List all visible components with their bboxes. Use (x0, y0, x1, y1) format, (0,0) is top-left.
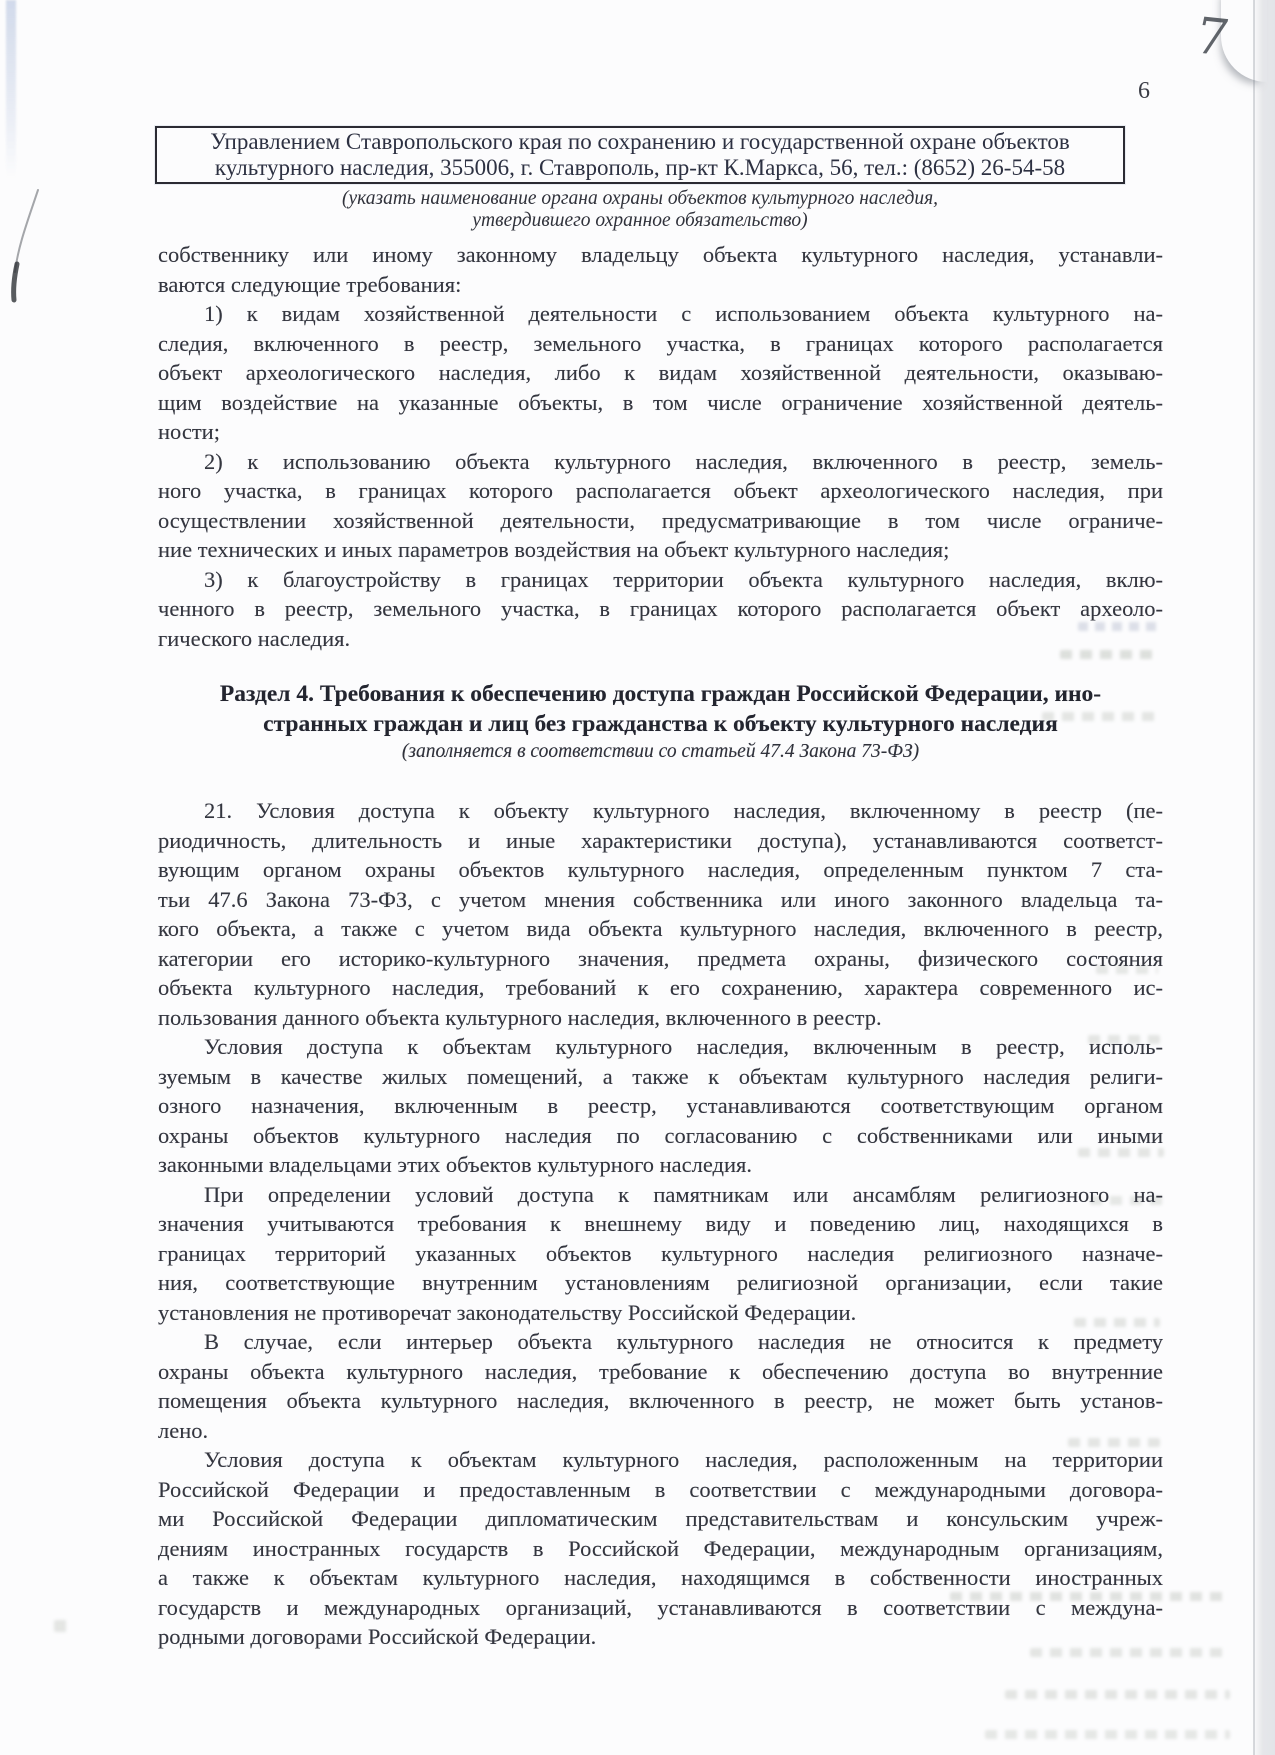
scan-streak (6, 0, 16, 178)
text-line: значения учитываются требования к внешнему виду и поведению лиц, находящихся в (158, 1211, 1163, 1236)
text-line: лено. (158, 1417, 209, 1443)
text-line: границах территорий указанных объектов культурного наследия религиозного назначе- (158, 1240, 1163, 1266)
header-caption-line: (указать наименование органа охраны объектов культурного наследия, (341, 188, 939, 209)
text-line: ми Российской Федерации дипломатическим представительствам и консульским учреж- (158, 1506, 1163, 1531)
body-text (158, 240, 1163, 1652)
section-4-heading (158, 679, 1163, 765)
text-line: помещения объекта культурного наследия, включенного в реестр, не может быть установ- (158, 1388, 1163, 1413)
text-line: а также к объектам культурного наследия, находящимся в собственности иностранных (158, 1565, 1163, 1590)
text-line: осуществлении хозяйственной деятельности, предусматривающие в том числе ограниче- (158, 507, 1163, 533)
paragraph (158, 1180, 1163, 1328)
text-line: Российской Федерации и предоставленным в соответствии с международными договора- (158, 1476, 1163, 1502)
text-line: установления не противоречат законодательству Российской Федерации. (158, 1299, 857, 1325)
text-line: риодичность, длительность и иные характеристики доступа), устанавливаются соответст- (158, 827, 1163, 853)
text-line: ченного в реестр, земельного участка, в границах которого располагается объект археоло- (158, 596, 1163, 621)
paragraph (158, 796, 1163, 1032)
text-line: охраны объекта культурного наследия, требование к обеспечению доступа во внутренние (158, 1358, 1163, 1384)
text-line: тьи 47.6 Закона 73-ФЗ, с учетом мнения собственника или иного законного владельца та- (158, 886, 1163, 912)
paragraph (158, 565, 1163, 654)
text-line: При определении условий доступа к памятникам или ансамблям религиозного на- (204, 1181, 1163, 1207)
scanner-edge-shadow (1253, 0, 1275, 1755)
text-line: ваются следующие требования: (158, 271, 462, 297)
text-line: объект археологического наследия, либо к видам хозяйственной деятельности, оказываю- (158, 360, 1163, 385)
text-line: охраны объектов культурного наследия по согласованию с собственниками или иными (158, 1122, 1163, 1148)
bleedthrough-artifact (54, 1620, 68, 1632)
paragraph (158, 1445, 1163, 1652)
text-line: щим воздействие на указанные объекты, в том числе ограничение хозяйственной деятель- (158, 389, 1163, 415)
text-line: законными владельцами этих объектов культурного наследия. (158, 1152, 753, 1177)
text-line: 2) к использованию объекта культурного наследия, включенного в реестр, земель- (204, 448, 1163, 474)
text-line: категории его историко-культурного значения, предмета охраны, физического состояния (158, 945, 1163, 971)
text-line: ного участка, в границах которого располагается объект археологического наследия, при (158, 478, 1163, 503)
paragraph (158, 447, 1163, 565)
handwritten-page-mark: 7 (1190, 6, 1234, 68)
text-line: вующим органом охраны объектов культурного наследия, определенным пунктом 7 ста- (158, 857, 1163, 882)
header-caption-line: утвердившего охранное обязательство) (472, 210, 808, 231)
text-line: государств и международных организаций, устанавливаются в соответствии с междуна- (158, 1594, 1163, 1620)
authority-header-box (155, 126, 1125, 184)
scanner-edge-line (1253, 0, 1255, 1755)
bleedthrough-artifact (985, 1730, 1230, 1739)
text-line: следия, включенного в реестр, земельного участка, в границах которого располагается (158, 330, 1163, 356)
text-line: 21. Условия доступа к объекту культурного наследия, включенному в реестр (пе- (204, 798, 1163, 823)
header-caption (155, 188, 1125, 232)
pen-stroke-artifact (4, 186, 52, 316)
section-4-title-line: странных граждан и лиц без гражданства к объекту культурного наследия (263, 711, 1058, 737)
text-line: Условия доступа к объектам культурного наследия, включенным в реестр, исполь- (204, 1034, 1163, 1059)
authority-address-line: культурного наследия, 355006, г. Ставрополь, пр-кт К.Маркса, 56, тел.: (8652) 26-54-58 (214, 155, 1066, 180)
text-line: озного назначения, включенным в реестр, устанавливаются соответствующим органом (158, 1093, 1163, 1118)
text-line: родными договорами Российской Федерации. (158, 1624, 597, 1649)
paragraph (158, 240, 1163, 299)
requirements-paragraphs (158, 240, 1163, 653)
text-line: пользования данного объекта культурного наследия, включенного в реестр. (158, 1004, 882, 1030)
paragraph (158, 299, 1163, 447)
text-line: 3) к благоустройству в границах территории объекта культурного наследия, вклю- (204, 566, 1163, 592)
text-line: кого объекта, а также с учетом вида объекта культурного наследия, включенного в реестр, (158, 916, 1163, 941)
text-line: В случае, если интерьер объекта культурного наследия не относится к предмету (204, 1329, 1163, 1354)
text-line: ности; (158, 419, 220, 444)
text-line: ния, соответствующие внутренним установлениям религиозной организации, если такие (158, 1270, 1163, 1295)
text-line: ние технических и иных параметров воздействия на объект культурного наследия; (158, 537, 950, 562)
text-line: Условия доступа к объектам культурного наследия, расположенным на территории (204, 1447, 1163, 1472)
paragraph (158, 1032, 1163, 1180)
text-line: 1) к видам хозяйственной деятельности с использованием объекта культурного на- (204, 301, 1163, 326)
text-line: гического наследия. (158, 625, 351, 651)
bleedthrough-artifact (1005, 1690, 1230, 1699)
text-line: дениям иностранных государств в Российской Федерации, международным организациям, (158, 1535, 1163, 1561)
text-line: зуемым в качестве жилых помещений, а также к объектам культурного наследия религи- (158, 1063, 1163, 1089)
authority-name-line: Управлением Ставропольского края по сохранению и государственной охране объектов (210, 129, 1070, 154)
access-conditions-paragraphs (158, 796, 1163, 1652)
text-line: объекта культурного наследия, требований к его сохранению, характера современного ис- (158, 975, 1163, 1000)
paragraph (158, 1327, 1163, 1445)
page-number: 6 (1138, 78, 1150, 104)
section-4-caption: (заполняется в соответствии со статьей 47.4 Закона 73-ФЗ) (401, 741, 920, 762)
text-line: собственнику или иному законному владельцу объекта культурного наследия, устанавли- (158, 242, 1163, 267)
section-4-title-line: Раздел 4. Требования к обеспечению доступа граждан Российской Федерации, ино- (219, 681, 1102, 707)
